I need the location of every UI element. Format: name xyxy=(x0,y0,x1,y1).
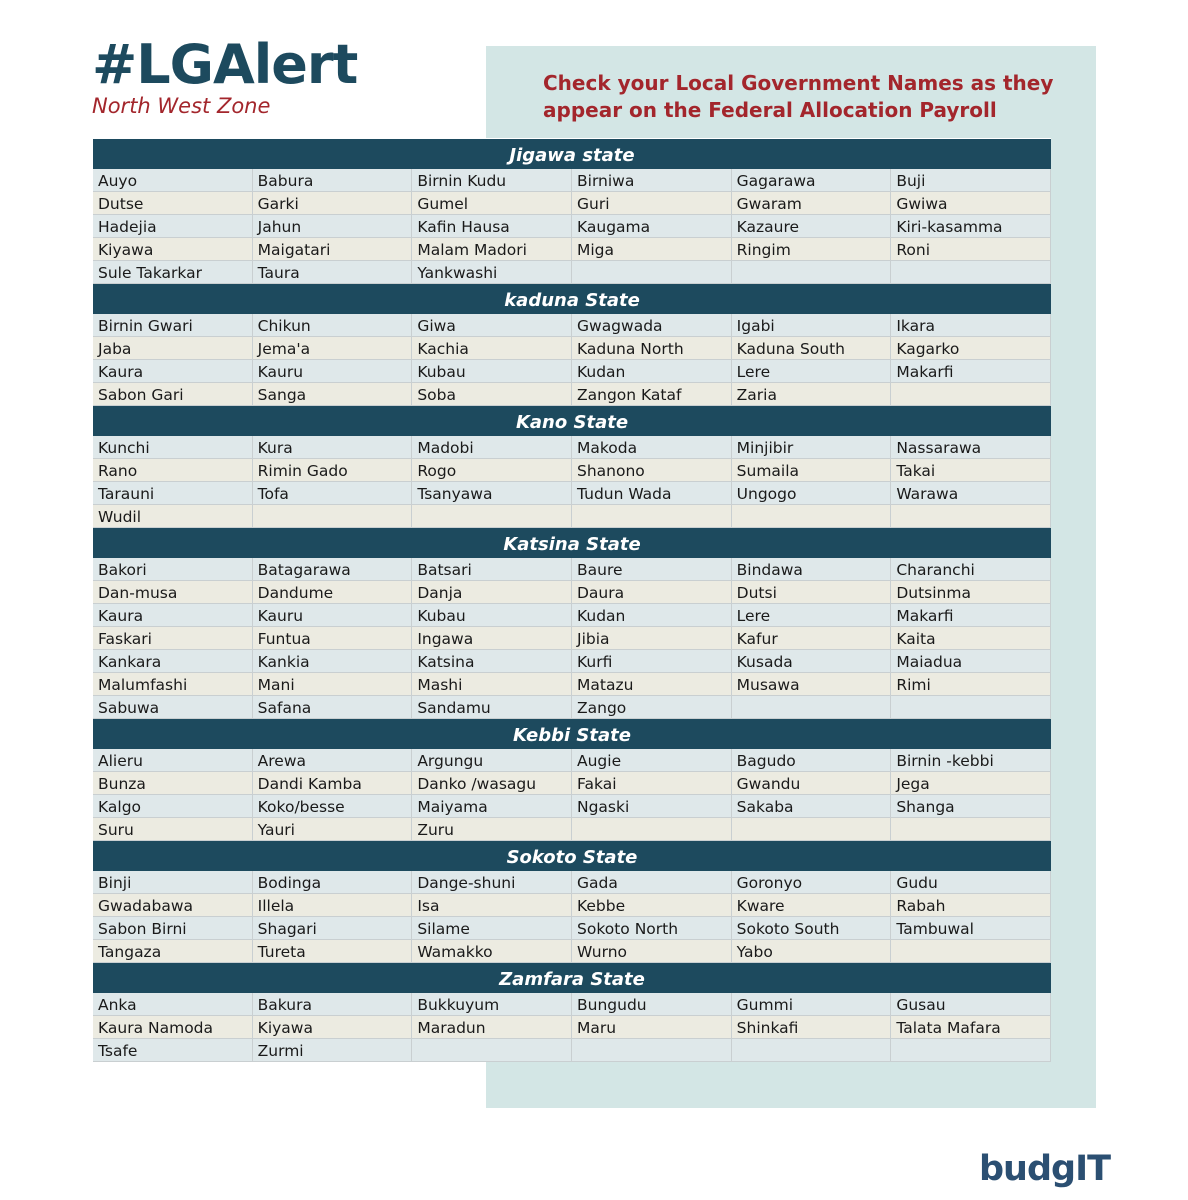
table-row xyxy=(93,1039,1051,1062)
lga-cell: Binji xyxy=(93,871,253,894)
table-row xyxy=(93,581,1051,604)
lga-cell: Soba xyxy=(412,383,572,406)
lga-cell: Birnin Gwari xyxy=(93,314,253,337)
lga-cell: Illela xyxy=(253,894,413,917)
lga-cell xyxy=(891,940,1051,963)
lga-cell: Bukkuyum xyxy=(412,993,572,1016)
lga-cell: Kaita xyxy=(891,627,1051,650)
lga-cell: Batagarawa xyxy=(253,558,413,581)
lga-cell: Gudu xyxy=(891,871,1051,894)
state-header: Kebbi State xyxy=(93,719,1051,749)
lga-cell: Gumel xyxy=(412,192,572,215)
lga-cell: Gagarawa xyxy=(732,169,892,192)
lga-cell: Bunza xyxy=(93,772,253,795)
table-row xyxy=(93,383,1051,406)
lga-cell xyxy=(572,818,732,841)
lga-cell: Lere xyxy=(732,604,892,627)
lga-cell: Zangon Kataf xyxy=(572,383,732,406)
budgit-logo: budgIT xyxy=(979,1149,1110,1189)
lga-cell: Hadejia xyxy=(93,215,253,238)
lga-cell: Mashi xyxy=(412,673,572,696)
table-row xyxy=(93,337,1051,360)
lga-cell: Bagudo xyxy=(732,749,892,772)
lga-cell: Jahun xyxy=(253,215,413,238)
lga-cell: Dange-shuni xyxy=(412,871,572,894)
lga-cell: Batsari xyxy=(412,558,572,581)
lga-cell: Sabon Gari xyxy=(93,383,253,406)
lga-cell: Kalgo xyxy=(93,795,253,818)
lga-cell: Takai xyxy=(891,459,1051,482)
lga-cell: Rogo xyxy=(412,459,572,482)
lga-cell xyxy=(572,1039,732,1062)
lga-cell: Kurfi xyxy=(572,650,732,673)
lga-cell: Tofa xyxy=(253,482,413,505)
lga-cell: Tarauni xyxy=(93,482,253,505)
table-row xyxy=(93,436,1051,459)
lga-cell: Talata Mafara xyxy=(891,1016,1051,1039)
lga-cell: Bindawa xyxy=(732,558,892,581)
lga-cell xyxy=(891,261,1051,284)
lga-cell: Malam Madori xyxy=(412,238,572,261)
lga-cell: Mani xyxy=(253,673,413,696)
lga-cell: Guri xyxy=(572,192,732,215)
lga-cell: Garki xyxy=(253,192,413,215)
lga-cell: Kankia xyxy=(253,650,413,673)
lga-cell: Zurmi xyxy=(253,1039,413,1062)
lga-cell: Gwaram xyxy=(732,192,892,215)
table-row xyxy=(93,795,1051,818)
table-row xyxy=(93,192,1051,215)
lga-cell: Kubau xyxy=(412,360,572,383)
page-title: #LGAlert xyxy=(92,33,358,96)
lga-cell: Ringim xyxy=(732,238,892,261)
lga-cell: Buji xyxy=(891,169,1051,192)
lga-cell xyxy=(891,696,1051,719)
lga-cell: Tsanyawa xyxy=(412,482,572,505)
table-row xyxy=(93,940,1051,963)
lga-cell: Rabah xyxy=(891,894,1051,917)
lga-cell: Alieru xyxy=(93,749,253,772)
lga-cell: Dandume xyxy=(253,581,413,604)
table-row xyxy=(93,772,1051,795)
lga-cell: Maradun xyxy=(412,1016,572,1039)
lga-cell: Kafur xyxy=(732,627,892,650)
state-header: Sokoto State xyxy=(93,841,1051,871)
state-header: Zamfara State xyxy=(93,963,1051,993)
table-row xyxy=(93,459,1051,482)
lga-cell xyxy=(572,505,732,528)
lga-cell: Jema'a xyxy=(253,337,413,360)
lga-table xyxy=(92,138,1051,1062)
lga-cell: Charanchi xyxy=(891,558,1051,581)
table-row xyxy=(93,215,1051,238)
lga-cell xyxy=(253,505,413,528)
lga-cell: Funtua xyxy=(253,627,413,650)
lga-cell: Bakura xyxy=(253,993,413,1016)
table-row xyxy=(93,696,1051,719)
lga-cell: Jaba xyxy=(93,337,253,360)
lga-cell: Ingawa xyxy=(412,627,572,650)
lga-cell: Silame xyxy=(412,917,572,940)
state-header: Kano State xyxy=(93,406,1051,436)
lga-cell: Shanono xyxy=(572,459,732,482)
lga-cell: Kiyawa xyxy=(93,238,253,261)
lga-cell: Miga xyxy=(572,238,732,261)
lga-cell: Dan-musa xyxy=(93,581,253,604)
lga-cell: Wurno xyxy=(572,940,732,963)
lga-cell: Sandamu xyxy=(412,696,572,719)
table-row xyxy=(93,993,1051,1016)
lga-cell: Kura xyxy=(253,436,413,459)
table-row xyxy=(93,749,1051,772)
lga-cell: Argungu xyxy=(412,749,572,772)
lga-cell: Sanga xyxy=(253,383,413,406)
lga-cell: Madobi xyxy=(412,436,572,459)
lga-cell: Suru xyxy=(93,818,253,841)
lga-cell: Sumaila xyxy=(732,459,892,482)
lga-cell: Nassarawa xyxy=(891,436,1051,459)
lga-cell: Kazaure xyxy=(732,215,892,238)
lga-cell: Zango xyxy=(572,696,732,719)
table-row xyxy=(93,818,1051,841)
lga-cell: Maigatari xyxy=(253,238,413,261)
lga-cell: Chikun xyxy=(253,314,413,337)
lga-cell: Wamakko xyxy=(412,940,572,963)
lga-cell: Kaura xyxy=(93,360,253,383)
lga-cell: Sokoto South xyxy=(732,917,892,940)
lga-cell: Kankara xyxy=(93,650,253,673)
lga-cell: Rimi xyxy=(891,673,1051,696)
table-row xyxy=(93,261,1051,284)
table-row xyxy=(93,650,1051,673)
lga-cell: Rano xyxy=(93,459,253,482)
lga-cell: Birniwa xyxy=(572,169,732,192)
lga-cell xyxy=(572,261,732,284)
table-row xyxy=(93,482,1051,505)
lga-cell: Gwandu xyxy=(732,772,892,795)
lga-cell: Bakori xyxy=(93,558,253,581)
lga-cell: Warawa xyxy=(891,482,1051,505)
lga-cell: Gusau xyxy=(891,993,1051,1016)
lga-cell: Kudan xyxy=(572,604,732,627)
lga-cell: Giwa xyxy=(412,314,572,337)
lga-cell: Bungudu xyxy=(572,993,732,1016)
lga-cell xyxy=(412,1039,572,1062)
lga-cell: Kebbe xyxy=(572,894,732,917)
lga-cell: Wudil xyxy=(93,505,253,528)
lga-cell: Anka xyxy=(93,993,253,1016)
lga-cell: Matazu xyxy=(572,673,732,696)
lga-cell: Rimin Gado xyxy=(253,459,413,482)
lga-cell: Jega xyxy=(891,772,1051,795)
lga-cell: Tudun Wada xyxy=(572,482,732,505)
table-row xyxy=(93,627,1051,650)
lga-cell: Ikara xyxy=(891,314,1051,337)
lga-cell: Taura xyxy=(253,261,413,284)
lga-cell: Kiyawa xyxy=(253,1016,413,1039)
table-row xyxy=(93,360,1051,383)
lga-cell: Danko /wasagu xyxy=(412,772,572,795)
lga-cell: Kauru xyxy=(253,604,413,627)
lga-cell: Baure xyxy=(572,558,732,581)
lga-cell: Tureta xyxy=(253,940,413,963)
lga-cell: Babura xyxy=(253,169,413,192)
table-row xyxy=(93,604,1051,627)
lga-cell: Kudan xyxy=(572,360,732,383)
lga-cell: Bodinga xyxy=(253,871,413,894)
lga-cell: Kunchi xyxy=(93,436,253,459)
state-header: Jigawa state xyxy=(93,139,1051,169)
table-row xyxy=(93,871,1051,894)
lga-cell: Tsafe xyxy=(93,1039,253,1062)
lga-cell: Shagari xyxy=(253,917,413,940)
lga-cell: Kusada xyxy=(732,650,892,673)
lga-cell xyxy=(732,505,892,528)
lga-cell: Sokoto North xyxy=(572,917,732,940)
lga-cell: Musawa xyxy=(732,673,892,696)
lga-cell: Gwadabawa xyxy=(93,894,253,917)
lga-cell: Fakai xyxy=(572,772,732,795)
lga-cell: Tangaza xyxy=(93,940,253,963)
lga-cell: Birnin Kudu xyxy=(412,169,572,192)
lga-cell: Makarfi xyxy=(891,604,1051,627)
lga-cell: Daura xyxy=(572,581,732,604)
lga-cell: Yauri xyxy=(253,818,413,841)
table-row xyxy=(93,673,1051,696)
table-row xyxy=(93,314,1051,337)
lga-cell xyxy=(732,261,892,284)
lga-cell: Dandi Kamba xyxy=(253,772,413,795)
lga-cell: Maiadua xyxy=(891,650,1051,673)
lga-cell: Kaduna North xyxy=(572,337,732,360)
lga-cell: Kachia xyxy=(412,337,572,360)
table-row xyxy=(93,917,1051,940)
lga-cell xyxy=(732,818,892,841)
lga-cell: Dutsi xyxy=(732,581,892,604)
lga-cell: Gada xyxy=(572,871,732,894)
lga-cell: Roni xyxy=(891,238,1051,261)
lga-cell: Katsina xyxy=(412,650,572,673)
lga-cell xyxy=(891,818,1051,841)
lga-cell: Faskari xyxy=(93,627,253,650)
lga-cell xyxy=(891,1039,1051,1062)
lga-cell: Sabon Birni xyxy=(93,917,253,940)
lga-cell: Gwagwada xyxy=(572,314,732,337)
lga-cell: Makarfi xyxy=(891,360,1051,383)
lga-cell: Koko/besse xyxy=(253,795,413,818)
lga-cell: Jibia xyxy=(572,627,732,650)
lga-cell: Lere xyxy=(732,360,892,383)
lga-cell: Dutsinma xyxy=(891,581,1051,604)
state-header: Katsina State xyxy=(93,528,1051,558)
lga-cell: Ungogo xyxy=(732,482,892,505)
lga-cell: Shanga xyxy=(891,795,1051,818)
lga-cell: Malumfashi xyxy=(93,673,253,696)
lga-cell: Danja xyxy=(412,581,572,604)
lga-cell xyxy=(732,696,892,719)
lga-cell: Safana xyxy=(253,696,413,719)
lga-cell: Dutse xyxy=(93,192,253,215)
lga-cell xyxy=(412,505,572,528)
lga-cell xyxy=(732,1039,892,1062)
lga-cell: Sule Takarkar xyxy=(93,261,253,284)
lga-cell: Yankwashi xyxy=(412,261,572,284)
lga-cell xyxy=(891,505,1051,528)
headline: Check your Local Government Names as they appear on the Federal Allocation Payroll xyxy=(543,71,1054,122)
table-row xyxy=(93,238,1051,261)
lga-cell: Kaduna South xyxy=(732,337,892,360)
lga-cell: Kware xyxy=(732,894,892,917)
lga-cell: Zaria xyxy=(732,383,892,406)
lga-cell: Shinkafi xyxy=(732,1016,892,1039)
lga-cell: Makoda xyxy=(572,436,732,459)
lga-cell: Maiyama xyxy=(412,795,572,818)
lga-cell: Isa xyxy=(412,894,572,917)
lga-cell: Maru xyxy=(572,1016,732,1039)
lga-cell: Arewa xyxy=(253,749,413,772)
lga-cell: Auyo xyxy=(93,169,253,192)
lga-cell: Kafin Hausa xyxy=(412,215,572,238)
lga-cell: Ngaski xyxy=(572,795,732,818)
table-row xyxy=(93,894,1051,917)
lga-cell: Augie xyxy=(572,749,732,772)
lga-cell: Yabo xyxy=(732,940,892,963)
lga-cell: Kiri-kasamma xyxy=(891,215,1051,238)
lga-cell: Tambuwal xyxy=(891,917,1051,940)
table-row xyxy=(93,1016,1051,1039)
lga-cell: Kubau xyxy=(412,604,572,627)
lga-cell: Minjibir xyxy=(732,436,892,459)
lga-cell: Goronyo xyxy=(732,871,892,894)
lga-cell: Kagarko xyxy=(891,337,1051,360)
lga-cell: Zuru xyxy=(412,818,572,841)
lga-cell xyxy=(891,383,1051,406)
lga-cell: Gwiwa xyxy=(891,192,1051,215)
table-row xyxy=(93,505,1051,528)
lga-cell: Birnin -kebbi xyxy=(891,749,1051,772)
table-row xyxy=(93,558,1051,581)
state-header: kaduna State xyxy=(93,284,1051,314)
lga-cell: Igabi xyxy=(732,314,892,337)
lga-cell: Kauru xyxy=(253,360,413,383)
lga-cell: Kaura xyxy=(93,604,253,627)
lga-cell: Sakaba xyxy=(732,795,892,818)
lga-cell: Kaura Namoda xyxy=(93,1016,253,1039)
page-subtitle: North West Zone xyxy=(92,94,271,118)
lga-cell: Kaugama xyxy=(572,215,732,238)
lga-cell: Gummi xyxy=(732,993,892,1016)
table-row xyxy=(93,169,1051,192)
lga-cell: Sabuwa xyxy=(93,696,253,719)
